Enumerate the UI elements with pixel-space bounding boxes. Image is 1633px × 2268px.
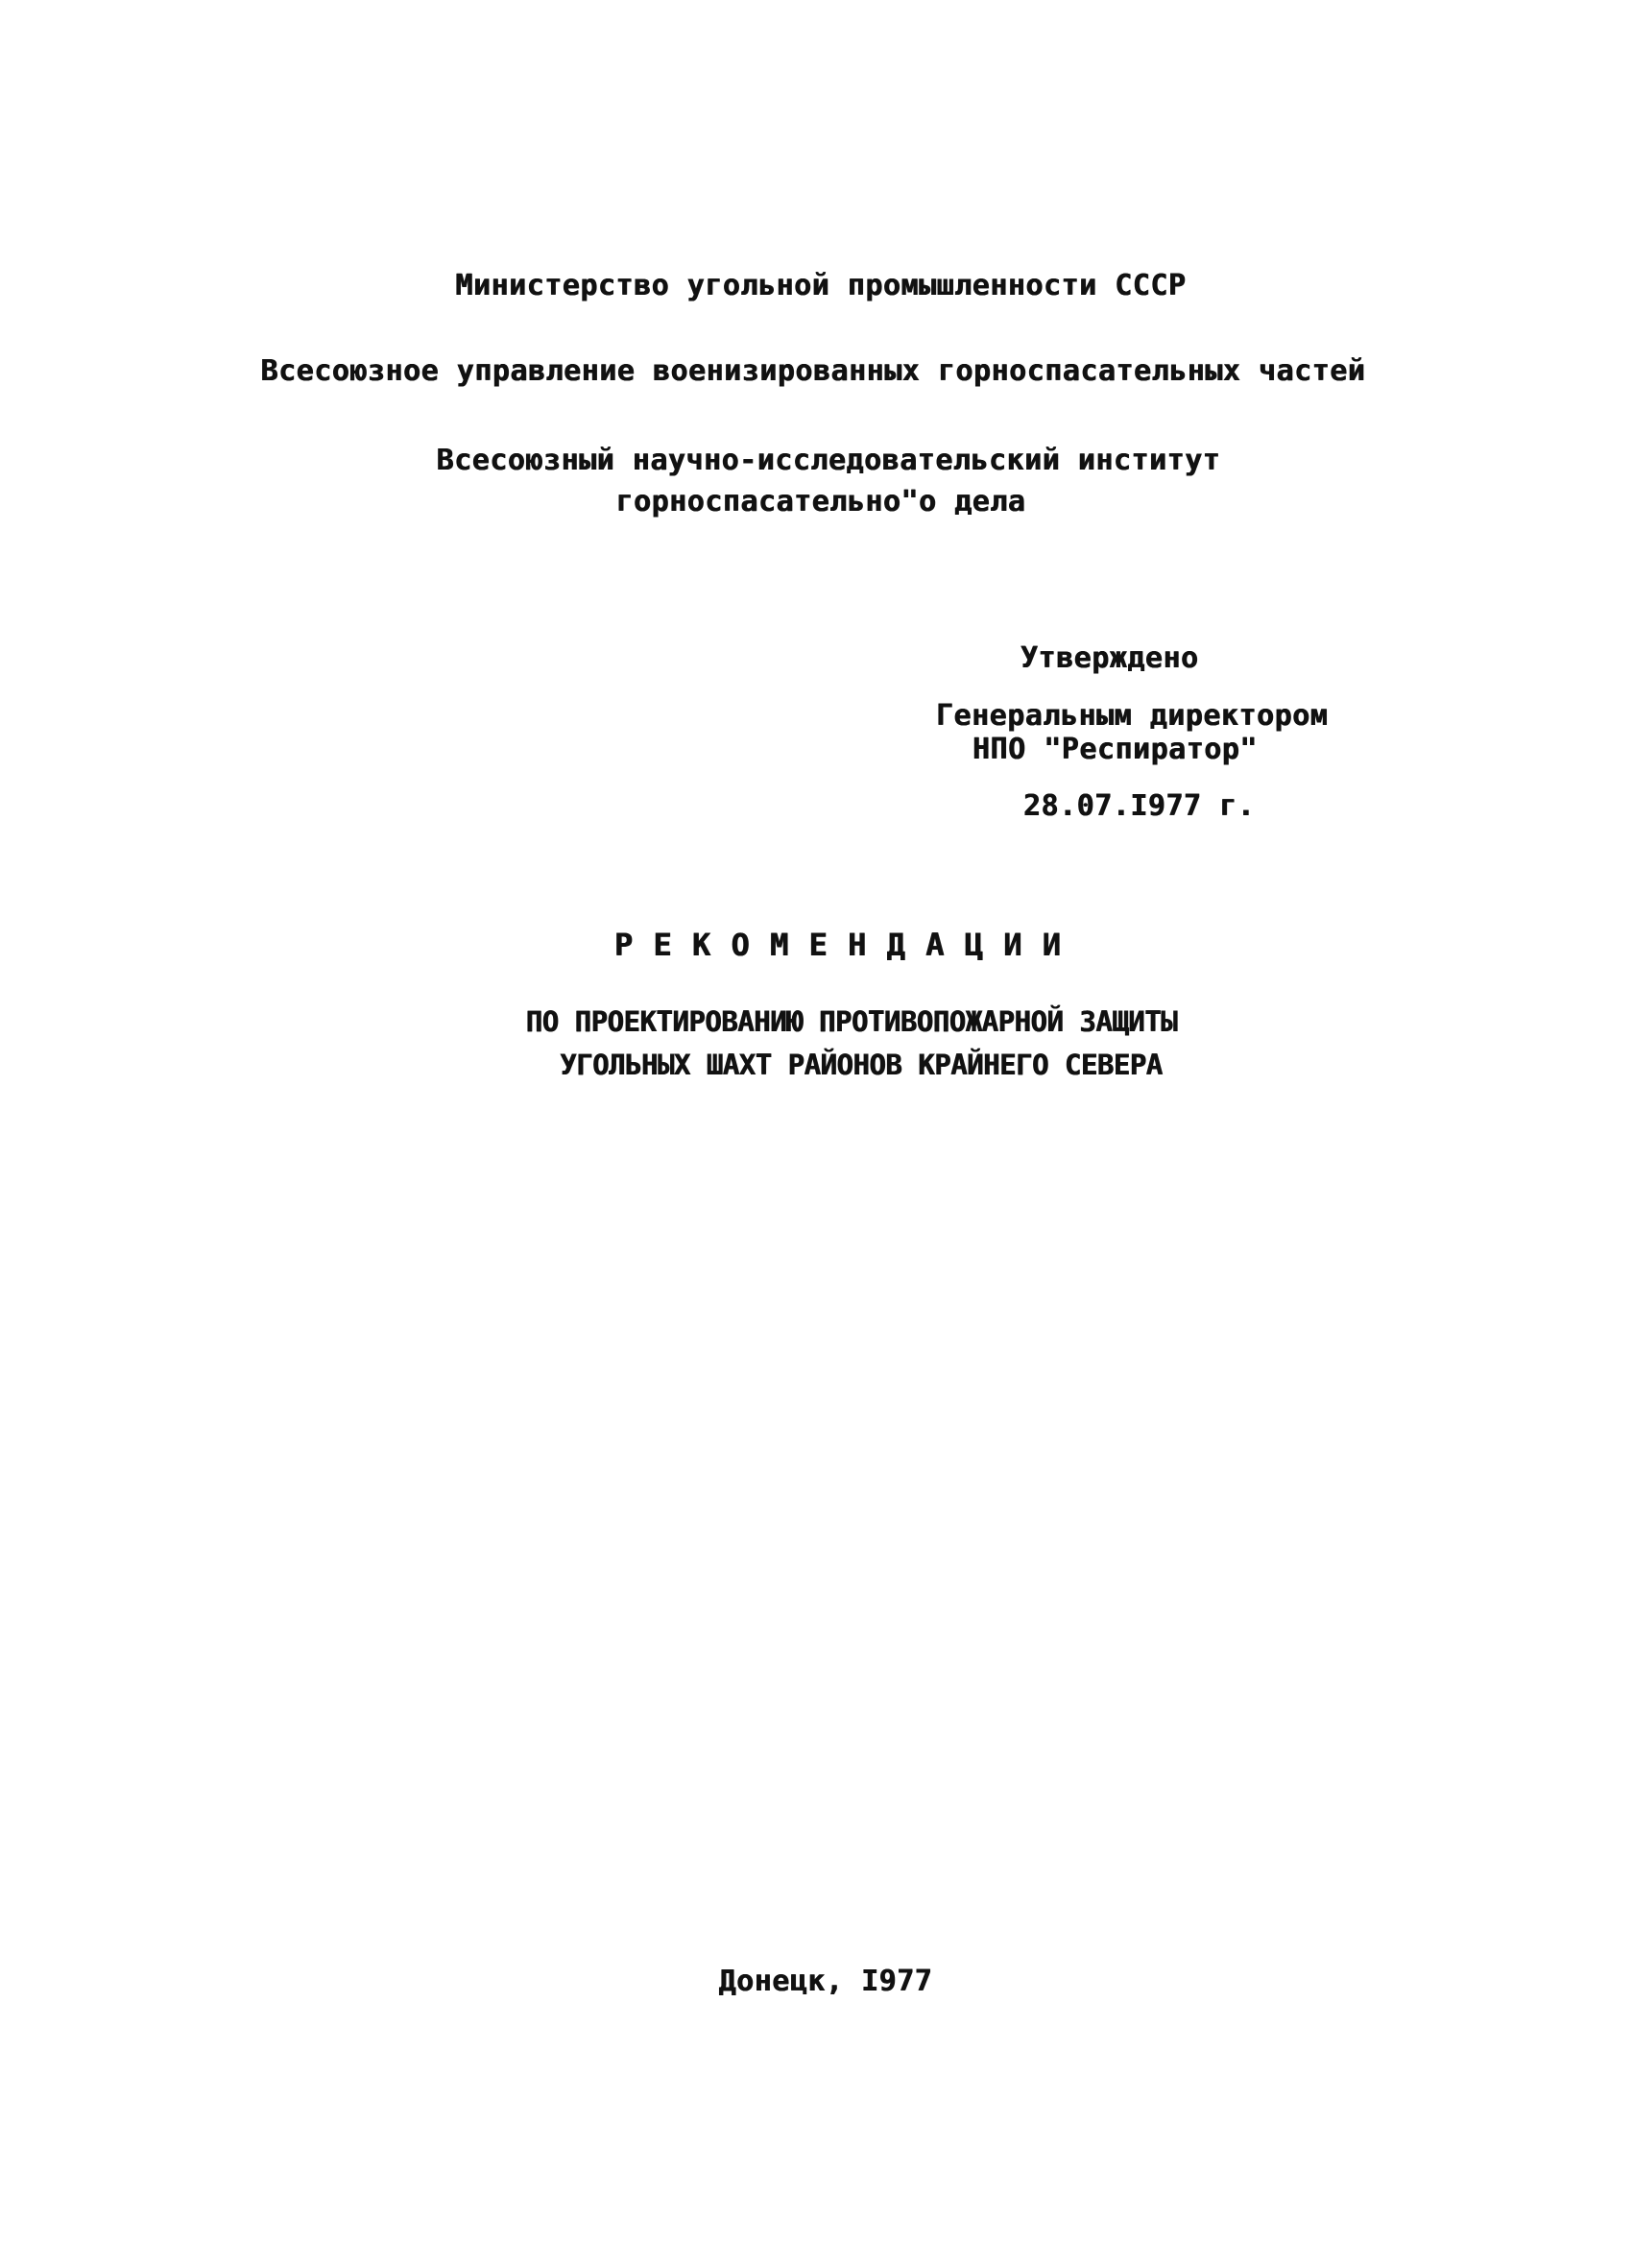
ministry-heading: Министерство угольной промышленности СССР: [455, 269, 1187, 302]
document-title: Р Е К О М Е Н Д А Ц И И: [613, 927, 1063, 963]
approval-authority-line-1: Генеральным директором: [936, 699, 1329, 733]
institute-heading-line-1: Всесоюзный научно-исследовательский институт: [436, 444, 1221, 477]
approval-date: 28.07.I977 г.: [1023, 789, 1256, 823]
institute-heading-line-2: горноспасательно"о дела: [615, 485, 1026, 519]
place-and-year: Донецк, I977: [718, 1965, 933, 1998]
document-subtitle-line-2: УГОЛЬНЫХ ШАХТ РАЙОНОВ КРАЙНЕГО СЕВЕРА: [560, 1049, 1163, 1081]
approval-label: Утверждено: [1021, 641, 1199, 675]
directorate-heading: Всесоюзное управление военизированных горноспасательных частей: [260, 354, 1366, 388]
approval-authority-line-2: НПО "Респиратор": [973, 733, 1258, 766]
document-subtitle-line-1: ПО ПРОЕКТИРОВАНИЮ ПРОТИВОПОЖАРНОЙ ЗАЩИТЫ: [525, 1005, 1178, 1038]
